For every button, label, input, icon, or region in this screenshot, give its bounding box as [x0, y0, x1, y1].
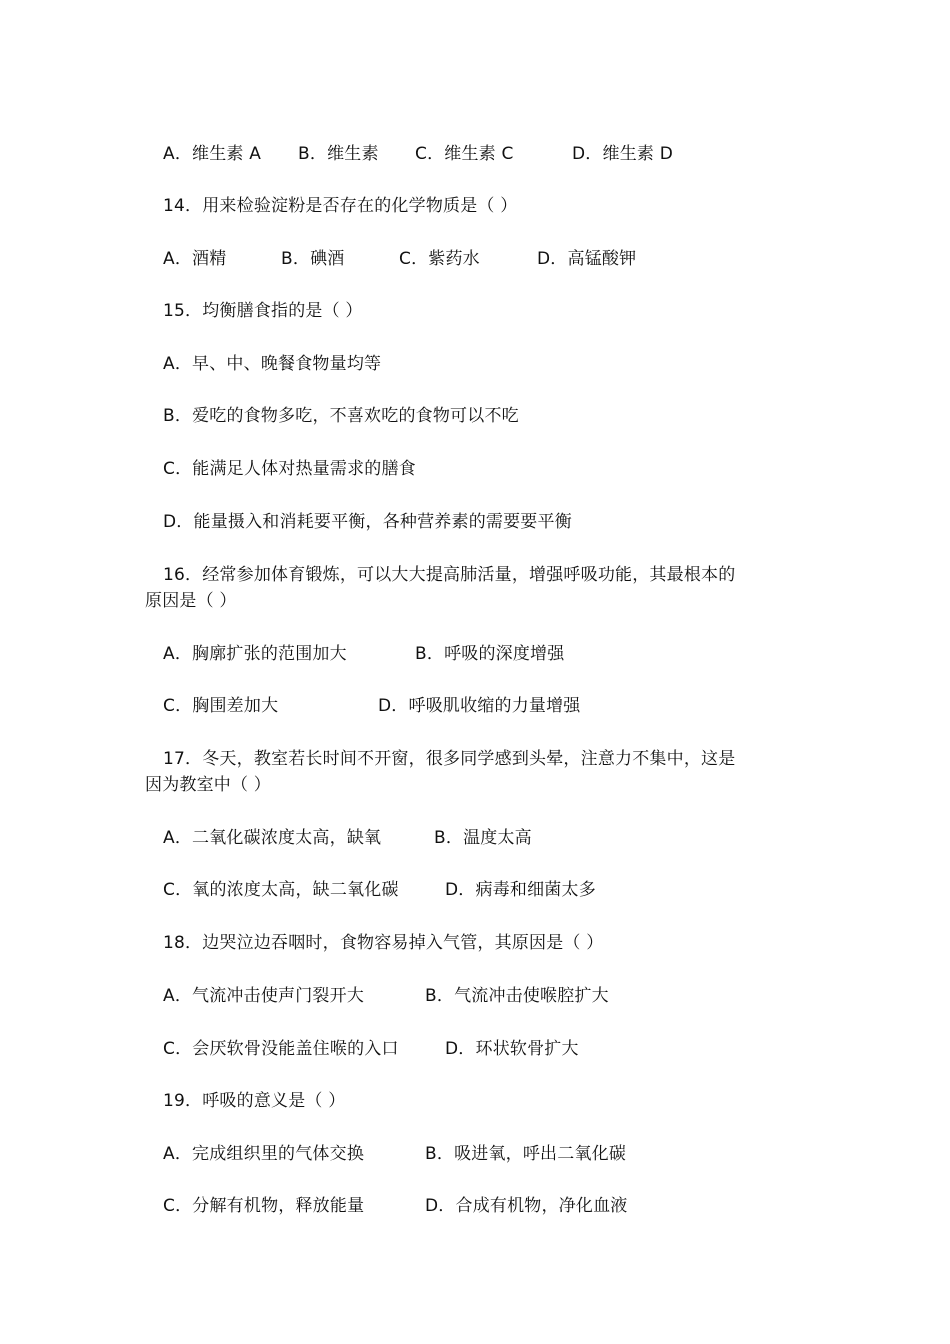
q15-option-c: C．能满足人体对热量需求的膳食 — [163, 459, 416, 479]
q14-option-d: D．高锰酸钾 — [537, 249, 637, 269]
q19-option-d: D．合成有机物，净化血液 — [425, 1196, 628, 1216]
q18-option-a: A．气流冲击使声门裂开大 — [163, 986, 365, 1006]
q13-option-c: C．维生素 C — [415, 144, 514, 164]
q17-option-d: D．病毒和细菌太多 — [445, 880, 596, 900]
q19-stem: 19．呼吸的意义是（ ） — [163, 1091, 346, 1111]
q19-options-row1 — [145, 1141, 843, 1167]
q19-options-row2 — [145, 1193, 843, 1219]
q14-option-b: B．碘酒 — [281, 249, 345, 269]
q17-stem-line2: 因为教室中（ ） — [145, 775, 272, 795]
q19-option-a: A．完成组织里的气体交换 — [163, 1144, 365, 1164]
q15-option-d: D．能量摄入和消耗要平衡，各种营养素的需要要平衡 — [163, 512, 572, 532]
q19-option-b: B．吸进氧，呼出二氧化碳 — [425, 1144, 627, 1164]
q18-option-c: C．会厌软骨没能盖住喉的入口 — [163, 1039, 399, 1059]
q17-options-row1 — [145, 825, 843, 851]
q16-stem-line1: 16．经常参加体育锻炼，可以大大提高肺活量，增强呼吸功能，其最根本的 — [163, 565, 736, 585]
q16-option-b: B．呼吸的深度增强 — [415, 644, 565, 664]
q15-option-b: B．爱吃的食物多吃，不喜欢吃的食物可以不吃 — [163, 406, 519, 426]
q18-option-d: D．环状软骨扩大 — [445, 1039, 579, 1059]
q18-stem: 18．边哭泣边吞咽时，食物容易掉入气管，其原因是（ ） — [163, 933, 604, 953]
q15-option-a: A．早、中、晚餐食物量均等 — [163, 354, 382, 374]
q17-option-c: C．氧的浓度太高，缺二氧化碳 — [163, 880, 399, 900]
q18-option-b: B．气流冲击使喉腔扩大 — [425, 986, 609, 1006]
q15-stem: 15．均衡膳食指的是（ ） — [163, 301, 363, 321]
q13-option-a: A．维生素 A — [163, 144, 262, 164]
q17-stem-line1: 17．冬天，教室若长时间不开窗，很多同学感到头晕，注意力不集中，这是 — [163, 749, 736, 769]
q13-option-d: D．维生素 D — [572, 144, 673, 164]
q14-options — [145, 246, 843, 272]
q16-options-row1 — [145, 641, 843, 667]
q16-option-c: C．胸围差加大 — [163, 696, 279, 716]
q14-option-a: A．酒精 — [163, 249, 227, 269]
q17-option-a: A．二氧化碳浓度太高，缺氧 — [163, 828, 382, 848]
q18-options-row2 — [145, 1036, 843, 1062]
q16-stem-line2: 原因是（ ） — [145, 591, 237, 611]
q14-option-c: C．紫药水 — [399, 249, 480, 269]
q16-option-a: A．胸廓扩张的范围加大 — [163, 644, 347, 664]
q13-option-b: B．维生素 — [298, 144, 379, 164]
q18-options-row1 — [145, 983, 843, 1009]
q17-option-b: B．温度太高 — [434, 828, 532, 848]
q16-option-d: D．呼吸肌收缩的力量增强 — [378, 696, 581, 716]
q17-options-row2 — [145, 877, 843, 903]
q16-options-row2 — [145, 693, 843, 719]
q14-stem: 14．用来检验淀粉是否存在的化学物质是（ ） — [163, 196, 518, 216]
q13-options — [145, 141, 843, 167]
q19-option-c: C．分解有机物，释放能量 — [163, 1196, 365, 1216]
